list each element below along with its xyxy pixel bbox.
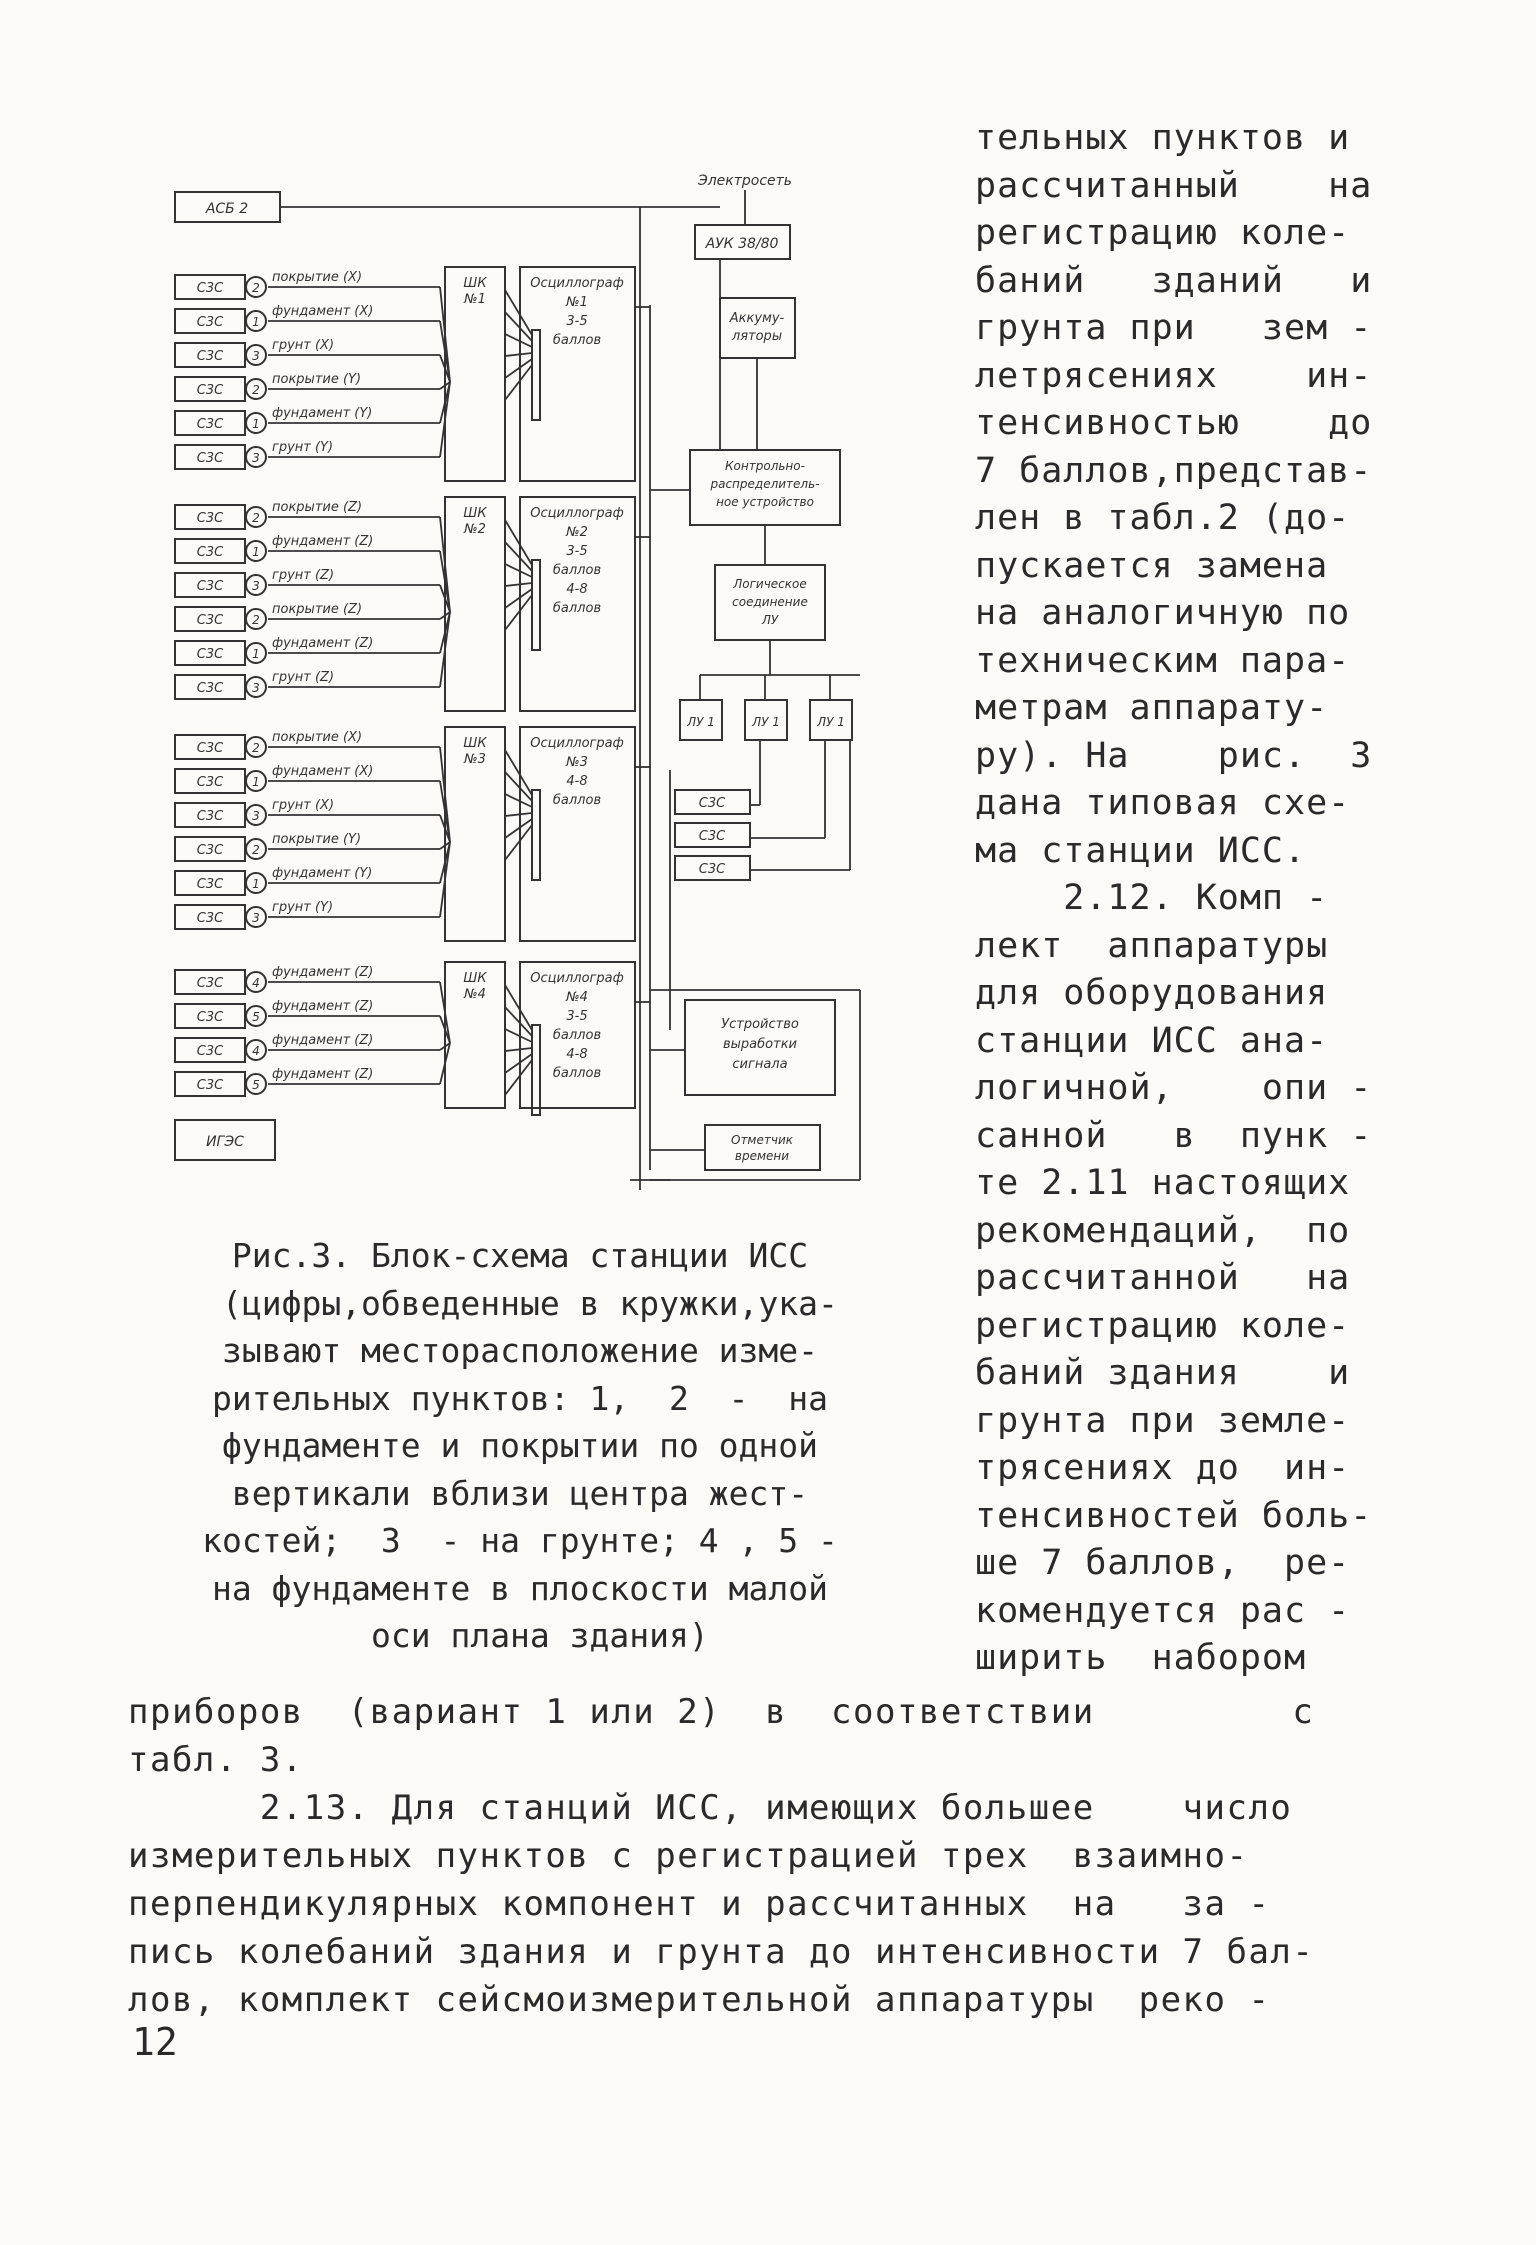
connector-line <box>505 365 532 400</box>
sensor-channel-label: покрытие (Y) <box>272 832 362 847</box>
caption-line: Рис.3. Блок-схема станции ИСС <box>231 1236 809 1275</box>
measurement-point-number: 4 <box>252 976 260 990</box>
logic-label: соединение <box>732 595 808 609</box>
text-line: на аналогичную по <box>975 593 1351 633</box>
oscillograph-label: баллов <box>552 601 602 616</box>
body-line: пись колебаний здания и грунта до интенсивности 7 бал- <box>128 1932 1315 1972</box>
sensor-channel-label: фундамент (Z) <box>272 999 374 1014</box>
text-line: рекомендаций, по <box>975 1210 1351 1251</box>
sensor-channel-label: фундамент (Z) <box>272 636 374 651</box>
caption-line: на фундаменте в плоскости малой <box>212 1568 828 1608</box>
igs-label: ИГЭС <box>206 1134 244 1150</box>
oscillograph-label: Осциллограф <box>530 506 624 521</box>
connector-line <box>505 589 532 608</box>
connector-line <box>505 825 532 860</box>
measurement-point-number: 3 <box>252 681 260 695</box>
logic-label: Логическое <box>733 577 807 591</box>
power-label: Электросеть <box>697 173 793 189</box>
sensor-channel-label: покрытие (Z) <box>272 602 363 617</box>
caption-line: зывают месторасположение изме- <box>221 1331 819 1370</box>
text-line: регистрацию коле- <box>975 213 1351 253</box>
text-line: трясениях до ин- <box>975 1448 1351 1488</box>
sensor-channel-label: грунт (Y) <box>272 440 334 455</box>
measurement-point-number: 1 <box>252 775 260 789</box>
switch-label: ШК <box>463 971 487 986</box>
body-line: лов, комплект сейсмоизмерительной аппаратуры реко - <box>128 1980 1271 2020</box>
text-line: 2.12. Комп - <box>975 878 1329 918</box>
text-line: тенсивностью до <box>975 403 1373 443</box>
sensor-channel-label: фундамент (Z) <box>272 1033 374 1048</box>
time-marker-label: Отметчик <box>731 1133 793 1147</box>
oscillograph-label: №4 <box>566 990 588 1005</box>
caption-line: оси плана здания) <box>331 1616 709 1655</box>
measurement-point-number: 3 <box>252 451 260 465</box>
time-marker-box <box>705 1125 820 1170</box>
oscillograph-label: 3-5 <box>566 1009 588 1024</box>
body-line: приборов (вариант 1 или 2) в соответствии с <box>128 1692 1315 1732</box>
sensor-label: С3С <box>196 809 224 824</box>
measurement-point-number: 5 <box>252 1078 260 1092</box>
text-line: для оборудования <box>975 973 1329 1013</box>
oscillograph-label: №1 <box>566 295 588 310</box>
sensor-label: С3С <box>196 281 224 296</box>
switch-label: №1 <box>464 292 486 307</box>
sensor-label: С3С <box>196 741 224 756</box>
battery-label: ляторы <box>731 329 783 344</box>
sensor-channel-label: покрытие (Z) <box>272 500 363 515</box>
connector-line <box>505 1054 532 1073</box>
connector-line <box>505 583 532 586</box>
connector-line <box>505 819 532 838</box>
sensor-channel-label: фундамент (Y) <box>272 406 373 421</box>
sensor-channel-label: покрытие (X) <box>272 270 363 285</box>
measurement-point-number: 2 <box>252 843 260 857</box>
switch-label: ШК <box>463 736 487 751</box>
body-line: перпендикулярных компонент и рассчитанных на за - <box>128 1884 1271 1924</box>
signal-output-label: выработки <box>723 1037 797 1052</box>
control-unit-label: ное устройство <box>716 495 814 509</box>
switch-label: №3 <box>464 752 486 767</box>
sensor-channel-label: фундамент (Z) <box>272 534 374 549</box>
oscillograph-label: 4-8 <box>566 582 588 597</box>
body-line: табл. 3. <box>128 1740 304 1780</box>
sensor-channel-label: грунт (X) <box>272 798 335 813</box>
text-line: грунта при земле- <box>975 1400 1351 1441</box>
sensor-channel-label: фундамент (Y) <box>272 866 373 881</box>
text-line: тенсивностей боль- <box>975 1495 1373 1536</box>
text-line: лен в табл.2 (до- <box>975 498 1351 538</box>
measurement-point-number: 2 <box>252 741 260 755</box>
text-line: ру). На рис. 3 <box>975 735 1373 776</box>
measurement-point-number: 5 <box>252 1010 260 1024</box>
measurement-point-number: 1 <box>252 315 260 329</box>
caption-line: костей; 3 - на грунте; 4 , 5 - <box>202 1521 838 1560</box>
sensor-label: С3С <box>196 681 224 696</box>
text-line: техническим пара- <box>975 640 1351 681</box>
measurement-point-number: 1 <box>252 545 260 559</box>
sensor-channel-label: фундамент (Z) <box>272 1067 374 1082</box>
measurement-point-number: 1 <box>252 877 260 891</box>
connector-line <box>505 290 532 335</box>
sensor-label: С3С <box>196 383 224 398</box>
caption-line: рительных пунктов: 1, 2 - на <box>212 1378 828 1418</box>
sensor-label: С3С <box>196 647 224 662</box>
connector-line <box>505 520 532 565</box>
caption-line: фундаменте и покрытии по одной <box>221 1426 819 1465</box>
switch-label: №2 <box>464 522 486 537</box>
oscillograph-label: 4-8 <box>566 1047 588 1062</box>
sensor-label: С3С <box>196 315 224 330</box>
oscillograph-label: 3-5 <box>566 544 588 559</box>
caption-line: (цифры,обведенные в кружки,ука- <box>202 1283 838 1323</box>
sensor-label: С3С <box>196 613 224 628</box>
sensor-label: С3С <box>196 911 224 926</box>
connector-line <box>505 353 532 356</box>
connector-line <box>505 750 532 795</box>
lu-label: ЛУ 1 <box>687 715 715 729</box>
text-line: баний здания и <box>975 1353 1351 1393</box>
asb-label: АСБ 2 <box>205 201 249 217</box>
sensor-channel-label: грунт (Z) <box>272 568 335 583</box>
oscillograph-label: №3 <box>566 755 588 770</box>
channel-comb <box>532 790 540 880</box>
sensor-label: С3С <box>196 451 224 466</box>
measurement-point-number: 2 <box>252 383 260 397</box>
sensor-channel-label: фундамент (X) <box>272 304 374 319</box>
measurement-point-number: 1 <box>252 417 260 431</box>
sensor-label: С3С <box>196 976 224 991</box>
text-line: рассчитанной на <box>975 1258 1351 1298</box>
measurement-point-number: 2 <box>252 511 260 525</box>
sensor-label: С3С <box>196 511 224 526</box>
text-line: грунта при зем - <box>975 308 1373 348</box>
text-line: тельных пунктов и <box>975 118 1351 158</box>
sensor-channel-label: грунт (Y) <box>272 900 334 915</box>
sensor-label: С3С <box>196 1010 224 1025</box>
text-line: логичной, опи - <box>975 1068 1373 1108</box>
control-unit-label: Контрольно- <box>725 459 805 473</box>
lu-label: ЛУ 1 <box>752 715 780 729</box>
battery-box <box>720 298 795 358</box>
time-marker-label: времени <box>734 1149 790 1163</box>
body-line: 2.13. Для станций ИСС, имеющих большее число <box>128 1788 1293 1828</box>
connector-line <box>505 359 532 378</box>
page-number: 12 <box>132 2020 178 2064</box>
sensor-label: С3С <box>196 579 224 594</box>
oscillograph-label: баллов <box>552 563 602 578</box>
text-line: станции ИСС ана- <box>975 1020 1329 1061</box>
text-line: санной в пунк - <box>975 1115 1373 1156</box>
connector-line <box>505 985 532 1030</box>
text-line: регистрацию коле- <box>975 1305 1351 1346</box>
text-line: лект аппаратуры <box>975 925 1329 966</box>
oscillograph-label: Осциллограф <box>530 736 624 751</box>
text-line: комендуется рас - <box>975 1590 1351 1631</box>
channel-comb <box>532 1025 540 1115</box>
sensor-channel-label: фундамент (X) <box>272 764 374 779</box>
switch-label: ШК <box>463 506 487 521</box>
sensor-channel-label: грунт (Z) <box>272 670 335 685</box>
oscillograph-label: баллов <box>552 1066 602 1081</box>
sensor-label: С3С <box>196 1078 224 1093</box>
logic-label: ЛУ <box>761 613 779 627</box>
oscillograph-label: баллов <box>552 333 602 348</box>
text-line: рассчитанный на <box>975 165 1373 206</box>
text-line: пускается замена <box>975 545 1329 586</box>
sensor-label: С3С <box>196 1044 224 1059</box>
measurement-point-number: 3 <box>252 809 260 823</box>
sensor-channel-label: покрытие (Y) <box>272 372 362 387</box>
lu-sensor-label: С3С <box>698 862 726 877</box>
lu-sensor-label: С3С <box>698 796 726 811</box>
connector-line <box>505 595 532 630</box>
connector-line <box>505 813 532 816</box>
connector-line <box>505 1060 532 1095</box>
channel-comb <box>532 560 540 650</box>
measurement-point-number: 3 <box>252 911 260 925</box>
control-unit-label: распределитель- <box>710 477 820 491</box>
sensor-channel-label: покрытие (X) <box>272 730 363 745</box>
signal-output-label: сигнала <box>732 1057 788 1072</box>
sensor-label: С3С <box>196 843 224 858</box>
text-line: 7 баллов,представ- <box>975 450 1373 491</box>
measurement-point-number: 3 <box>252 349 260 363</box>
sensor-label: С3С <box>196 545 224 560</box>
text-line: ма станции ИСС. <box>975 830 1307 871</box>
text-line: ше 7 баллов, ре- <box>975 1543 1351 1583</box>
measurement-point-number: 3 <box>252 579 260 593</box>
sensor-label: С3С <box>196 417 224 432</box>
connector-line <box>505 1048 532 1051</box>
oscillograph-label: Осциллограф <box>530 971 624 986</box>
text-line: дана типовая схе- <box>975 783 1351 823</box>
sensor-label: С3С <box>196 775 224 790</box>
lu-label: ЛУ 1 <box>817 715 845 729</box>
caption-line: вертикали вблизи центра жест- <box>231 1473 809 1513</box>
signal-output-label: Устройство <box>721 1017 799 1032</box>
body-line: измерительных пунктов с регистрацией трех взаимно- <box>128 1836 1249 1876</box>
measurement-point-number: 2 <box>252 613 260 627</box>
oscillograph-label: 4-8 <box>566 774 588 789</box>
oscillograph-label: Осциллограф <box>530 276 624 291</box>
charger-label: АУК 38/80 <box>705 236 779 252</box>
text-line: те 2.11 настоящих <box>975 1163 1351 1203</box>
oscillograph-label: баллов <box>552 793 602 808</box>
sensor-label: С3С <box>196 877 224 892</box>
text-line: летрясениях ин- <box>975 355 1373 396</box>
switch-label: ШК <box>463 276 487 291</box>
measurement-point-number: 4 <box>252 1044 260 1058</box>
switch-label: №4 <box>464 987 486 1002</box>
measurement-point-number: 2 <box>252 281 260 295</box>
oscillograph-label: №2 <box>566 525 588 540</box>
block-diagram <box>160 170 1060 1250</box>
oscillograph-label: 3-5 <box>566 314 588 329</box>
text-line: ширить набором <box>975 1638 1307 1678</box>
sensor-channel-label: фундамент (Z) <box>272 965 374 980</box>
lu-sensor-label: С3С <box>698 829 726 844</box>
text-line: метрам аппарату- <box>975 688 1329 728</box>
text-line: баний зданий и <box>975 260 1373 301</box>
sensor-label: С3С <box>196 349 224 364</box>
sensor-channel-label: грунт (X) <box>272 338 335 353</box>
oscillograph-label: баллов <box>552 1028 602 1043</box>
channel-comb <box>532 330 540 420</box>
measurement-point-number: 1 <box>252 647 260 661</box>
battery-label: Аккуму- <box>729 311 785 326</box>
